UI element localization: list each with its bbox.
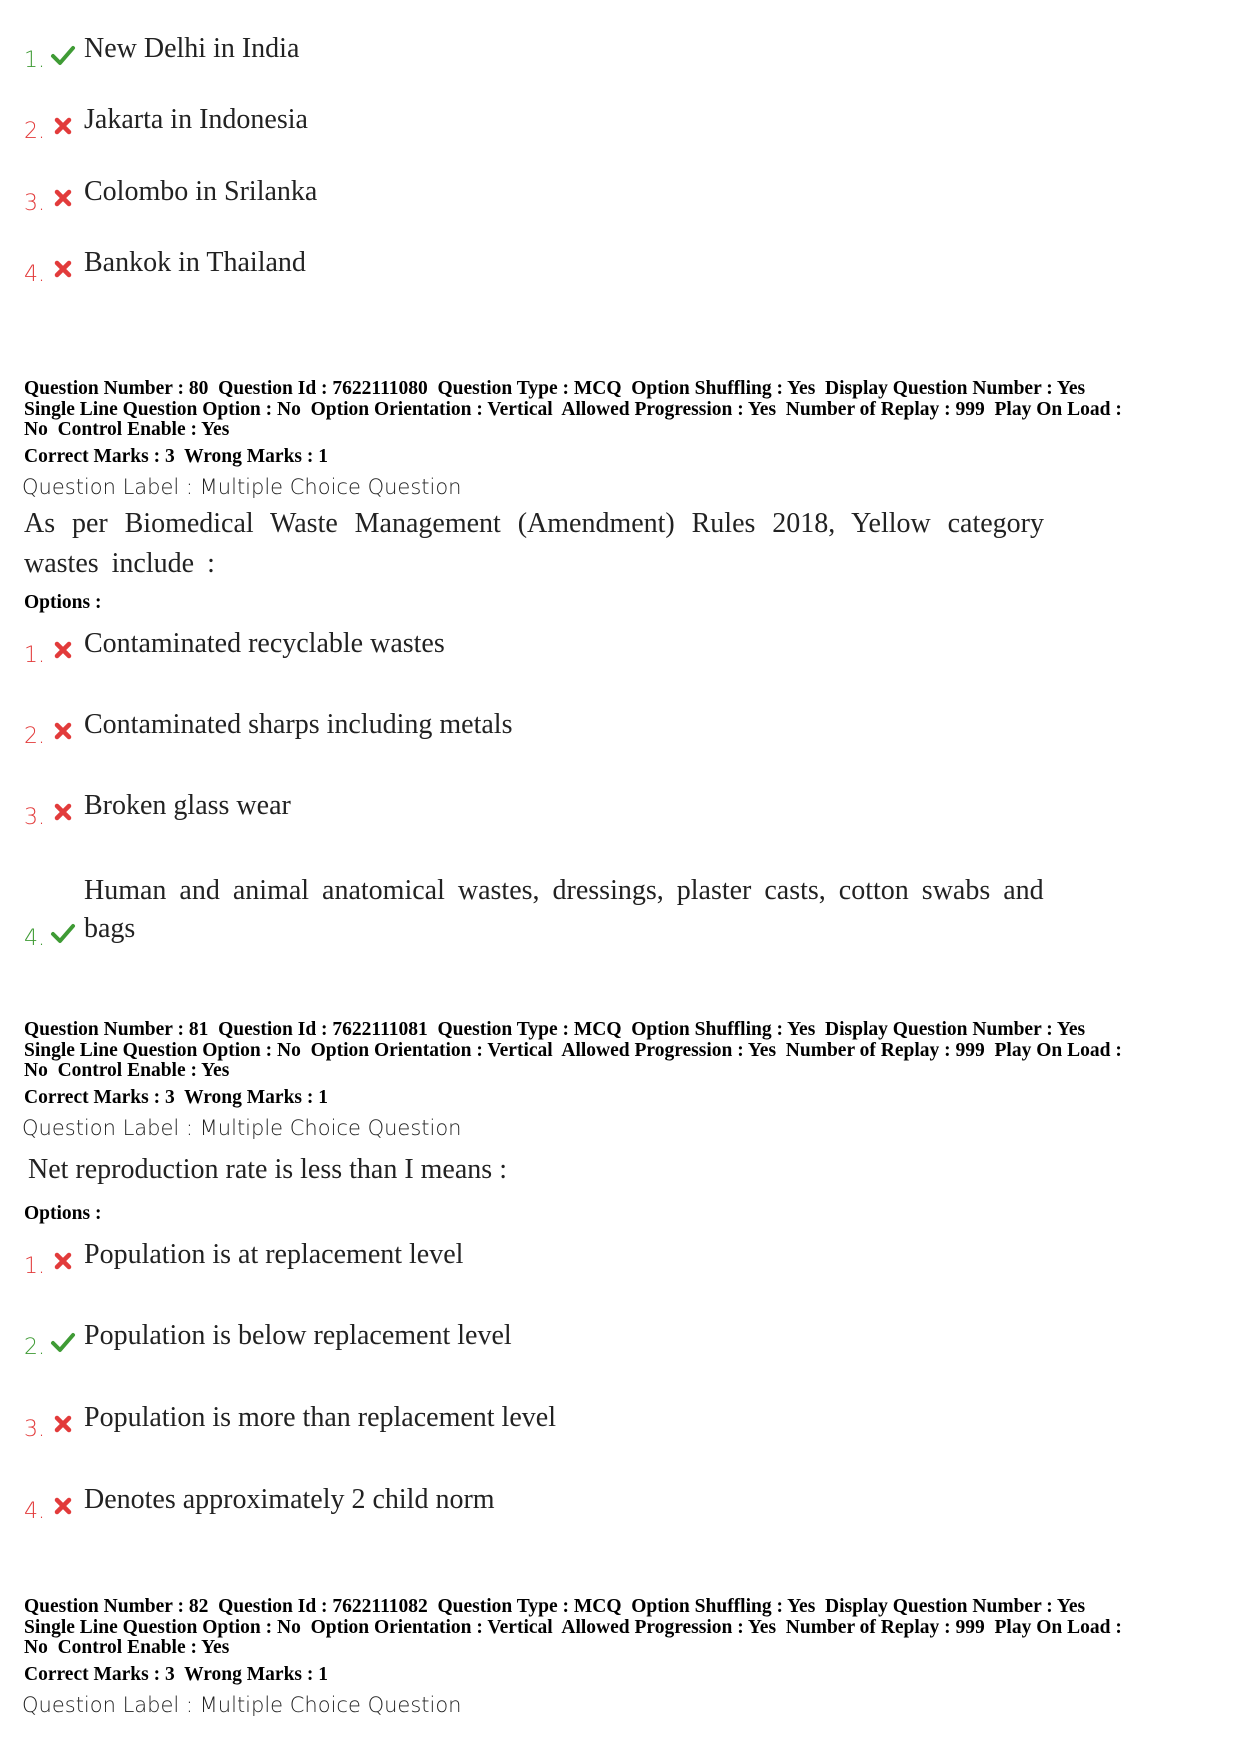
option-number: 3. <box>24 191 45 216</box>
marks-line: Correct Marks : 3 Wrong Marks : 1 <box>24 1087 329 1108</box>
question-label: Question Label : Multiple Choice Question <box>22 1116 462 1140</box>
cross-icon <box>50 799 76 825</box>
option-number: 1. <box>24 643 45 668</box>
option-number: 4. <box>24 926 45 951</box>
question-text: As per Biomedical Waste Management (Amendment) Rules 2018, Yellow category wastes include : <box>24 508 1044 579</box>
option-number: 1. <box>24 1254 45 1279</box>
option-number: 2. <box>24 119 45 144</box>
option-text: Population is at replacement level <box>84 1239 464 1270</box>
question-label: Question Label : Multiple Choice Question <box>22 475 462 499</box>
check-icon <box>50 920 76 946</box>
option-text: Contaminated recyclable wastes <box>84 628 445 659</box>
meta-line: Question Number : 82 Question Id : 7622111082 Question Type : MCQ Option Shuffling : Yes Display Question Number : Yes <box>24 1596 1086 1617</box>
meta-line: No Control Enable : Yes <box>24 1060 230 1081</box>
meta-line: Single Line Question Option : No Option Orientation : Vertical Allowed Progression : Yes Number of Replay : 999 Play On Load : <box>24 1616 1122 1638</box>
option-number: 3. <box>24 1417 45 1442</box>
check-icon <box>50 1329 76 1355</box>
option-number: 4. <box>24 262 45 287</box>
cross-icon <box>50 1248 76 1274</box>
question-meta <box>24 1597 1122 1659</box>
meta-line: Single Line Question Option : No Option Orientation : Vertical Allowed Progression : Yes Number of Replay : 999 Play On Load : <box>24 1039 1122 1061</box>
question-meta <box>24 1020 1122 1082</box>
option-text: Denotes approximately 2 child norm <box>84 1484 495 1515</box>
option-text: New Delhi in India <box>84 33 300 64</box>
cross-icon <box>50 1411 76 1437</box>
question-meta <box>24 379 1122 441</box>
meta-line: Question Number : 80 Question Id : 7622111080 Question Type : MCQ Option Shuffling : Yes Display Question Number : Yes <box>24 378 1086 399</box>
options-label: Options : <box>24 592 102 613</box>
cross-icon <box>50 718 76 744</box>
option-number: 2. <box>24 724 45 749</box>
question-text: Net reproduction rate is less than I means : <box>28 1154 507 1185</box>
marks-line: Correct Marks : 3 Wrong Marks : 1 <box>24 446 329 467</box>
option-text: Human and animal anatomical wastes, dressings, plaster casts, cotton swabs and bags <box>84 875 1044 944</box>
option-text: Colombo in Srilanka <box>84 176 318 207</box>
cross-icon <box>50 185 76 211</box>
check-icon <box>50 42 76 68</box>
cross-icon <box>50 256 76 282</box>
option-number: 3. <box>24 805 45 830</box>
meta-line: Single Line Question Option : No Option Orientation : Vertical Allowed Progression : Yes Number of Replay : 999 Play On Load : <box>24 398 1122 420</box>
marks-line: Correct Marks : 3 Wrong Marks : 1 <box>24 1664 329 1685</box>
meta-line: No Control Enable : Yes <box>24 419 230 440</box>
option-number: 1. <box>24 48 45 73</box>
option-text: Bankok in Thailand <box>84 247 306 278</box>
option-text: Contaminated sharps including metals <box>84 709 513 740</box>
meta-line: Question Number : 81 Question Id : 7622111081 Question Type : MCQ Option Shuffling : Yes Display Question Number : Yes <box>24 1019 1086 1040</box>
question-label: Question Label : Multiple Choice Question <box>22 1693 462 1717</box>
options-label: Options : <box>24 1203 102 1224</box>
cross-icon <box>50 1493 76 1519</box>
meta-line: No Control Enable : Yes <box>24 1637 230 1658</box>
cross-icon <box>50 637 76 663</box>
cross-icon <box>50 113 76 139</box>
option-number: 4. <box>24 1499 45 1524</box>
option-text: Population is below replacement level <box>84 1320 512 1351</box>
option-text: Jakarta in Indonesia <box>84 104 308 135</box>
option-text: Population is more than replacement level <box>84 1402 556 1433</box>
option-text: Broken glass wear <box>84 790 291 821</box>
option-number: 2. <box>24 1335 45 1360</box>
